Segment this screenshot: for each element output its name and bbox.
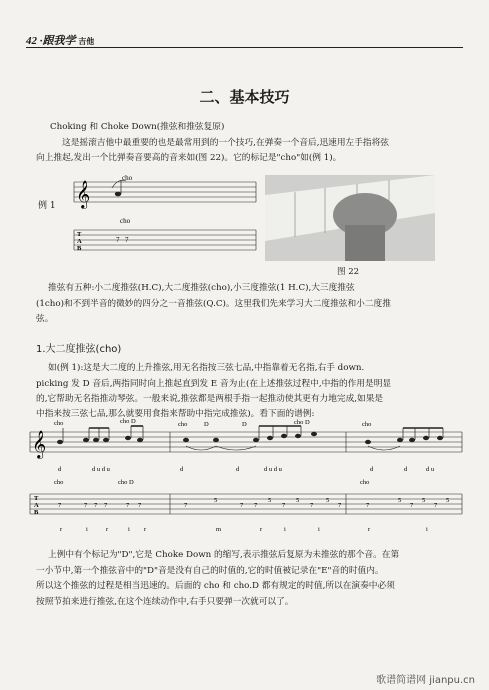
example-1-staff — [70, 172, 260, 254]
para2-line-2: (1cho)和不到半音的微妙的四分之一音推弦(Q.C)。这里我们先来学习大二度推弦和小二度推 — [36, 299, 391, 309]
para4-line-1: 上例中有个标记为"D",它是 Choke Down 的缩写,表示推弦后复原为未推弦的那个音。在第 — [48, 550, 400, 560]
fingering: r — [144, 526, 147, 533]
tab-mark-dudu-2: d u d u — [264, 466, 282, 473]
tab-fret: 7 — [126, 502, 130, 509]
tab-mark-dudu-1: d u d u — [92, 466, 110, 473]
tab-mark-cho-2: cho — [360, 479, 370, 486]
score-tab-b: B — [34, 509, 39, 516]
tab-fret: 5 — [214, 497, 218, 504]
para3-line-2: picking 发 D 音后,两指同时向上推起直到发 E 音为止(在上述推弦过程中,中指的作用是明显 — [36, 379, 392, 389]
tab-mark-cho-1: cho — [54, 479, 64, 486]
example-1-fret-2: 7 — [125, 236, 129, 244]
tab-mark-du: d u — [426, 466, 435, 473]
score-mark-cho-d-2: cho D — [294, 419, 310, 426]
intro-line-1: 这是摇滚吉他中最重要的也是最常用到的一个技巧,在弹奏一个音后,迅速用左手指将弦 — [62, 138, 389, 148]
score-mark-cho-d-1: cho D — [120, 418, 136, 425]
para2-line-1: 推弦有五种:小二度推弦(H.C),大二度推弦(cho),小三度推弦(1 H.C),大三度推弦 — [48, 283, 355, 293]
tab-mark-d-5: d — [404, 466, 408, 473]
score-mark-cho-2: cho — [178, 421, 188, 428]
tab-fret: 7 — [94, 502, 98, 509]
tab-letter-b: B — [77, 245, 82, 252]
para4-line-2: 一小节中,第一个推弦音中的"D"音是没有自己的时值的,它的时值被记录在"E"音的时值内。 — [36, 566, 384, 576]
score-mark-d-1: D — [204, 421, 209, 428]
tab-letter-t: T — [77, 231, 82, 238]
tab-fret: 7 — [184, 502, 188, 509]
tab-fret: 7 — [282, 502, 286, 509]
tab-mark-d-4: d — [370, 466, 374, 473]
tab-fret: 7 — [254, 502, 258, 509]
figure-22-hand-photo — [265, 175, 435, 261]
tab-fret: 5 — [326, 497, 330, 504]
example-1-cho-tab: cho — [120, 217, 131, 225]
tab-fret: 5 — [268, 497, 272, 504]
example-1-label: 例 1 — [38, 201, 56, 211]
tab-fret: 7 — [58, 502, 62, 509]
score-tab-t: T — [34, 495, 39, 502]
para2-line-3: 弦。 — [36, 314, 54, 324]
score-mark-d-2: D — [242, 421, 247, 428]
tab-mark-d-1: d — [58, 466, 62, 473]
page-header — [26, 32, 94, 48]
fingering: r — [368, 526, 371, 533]
score-mark-cho-1: cho — [54, 420, 64, 427]
subsection-title: 1.大二度推弦(cho) — [36, 344, 122, 355]
example-1-cho-top: cho — [122, 174, 133, 182]
intro-line-2: 向上推起,发出一个比弹奏音要高的音来如(图 22)。它的标记是"cho"如(例 1)。 — [36, 153, 342, 163]
para3-line-1: 如(例 1):这是大二度的上升推弦,用无名指按三弦七品,中指靠着无名指,右手 down. — [48, 363, 365, 373]
tab-fret: 5 — [398, 497, 402, 504]
tab-fret: 7 — [338, 502, 342, 509]
fingering: i — [284, 526, 286, 533]
tab-mark-d-3: d — [236, 466, 240, 473]
treble-clef-icon: 𝄞 — [76, 182, 91, 208]
page-number: 42 — [26, 35, 37, 47]
score-treble-clef-icon: 𝄞 — [32, 432, 47, 458]
tab-mark-d-2: d — [180, 466, 184, 473]
series-name: ·跟我学 — [39, 35, 76, 47]
tab-letter-a: A — [77, 238, 82, 245]
tab-mark-cho-d: cho D — [118, 479, 134, 486]
fingering: i — [318, 526, 320, 533]
tab-fret: 7 — [84, 502, 88, 509]
fingering: r — [60, 526, 63, 533]
figure-22-caption: 图 22 — [337, 267, 360, 277]
tab-fret: 5 — [446, 497, 450, 504]
score-example — [28, 418, 464, 538]
intro-subtitle: Choking 和 Choke Down(推弦和推弦复原) — [50, 122, 225, 132]
score-tab-a: A — [34, 502, 39, 509]
tab-fret: 7 — [240, 502, 244, 509]
score-mark-cho-3: cho — [362, 421, 372, 428]
para3-line-4: 中指来按三弦七品,那么就要用食指来帮助中指完成推弦)。看下面的谱例: — [36, 409, 315, 419]
tab-fret: 7 — [366, 502, 370, 509]
tab-fret: 5 — [422, 497, 426, 504]
fingering: m — [216, 526, 222, 533]
para3-line-3: 的,它帮助无名指推动琴弦。一般来说,推弦都是两根手指一起推动使其更有力地完成,如果是 — [36, 394, 384, 404]
fingering: r — [106, 526, 109, 533]
tab-fret: 7 — [138, 502, 142, 509]
tab-fret: 7 — [310, 502, 314, 509]
site-watermark: 歌谱简谱网 jianpu.cn — [376, 675, 475, 686]
fingering: i — [128, 526, 130, 533]
header-rule — [26, 47, 463, 48]
book-name: 吉他 — [78, 37, 95, 46]
tab-fret: 7 — [434, 502, 438, 509]
section-heading: 二、基本技巧 — [199, 88, 290, 106]
tab-fret: 5 — [296, 497, 300, 504]
para4-line-3: 所以这个推弦的过程是相当迅速的。后面的 cho 和 cho.D 都有规定的时值,所以在演奏中必须 — [36, 581, 395, 591]
fingering: i — [86, 526, 88, 533]
tab-fret: 7 — [104, 502, 108, 509]
fingering: i — [426, 526, 428, 533]
tab-fret: 7 — [410, 502, 414, 509]
example-1-fret-1: 7 — [116, 236, 120, 244]
para4-line-4: 按照节拍来进行推弦,在这个连续动作中,右手只要弹一次就可以了。 — [36, 597, 294, 607]
fingering: r — [260, 526, 263, 533]
